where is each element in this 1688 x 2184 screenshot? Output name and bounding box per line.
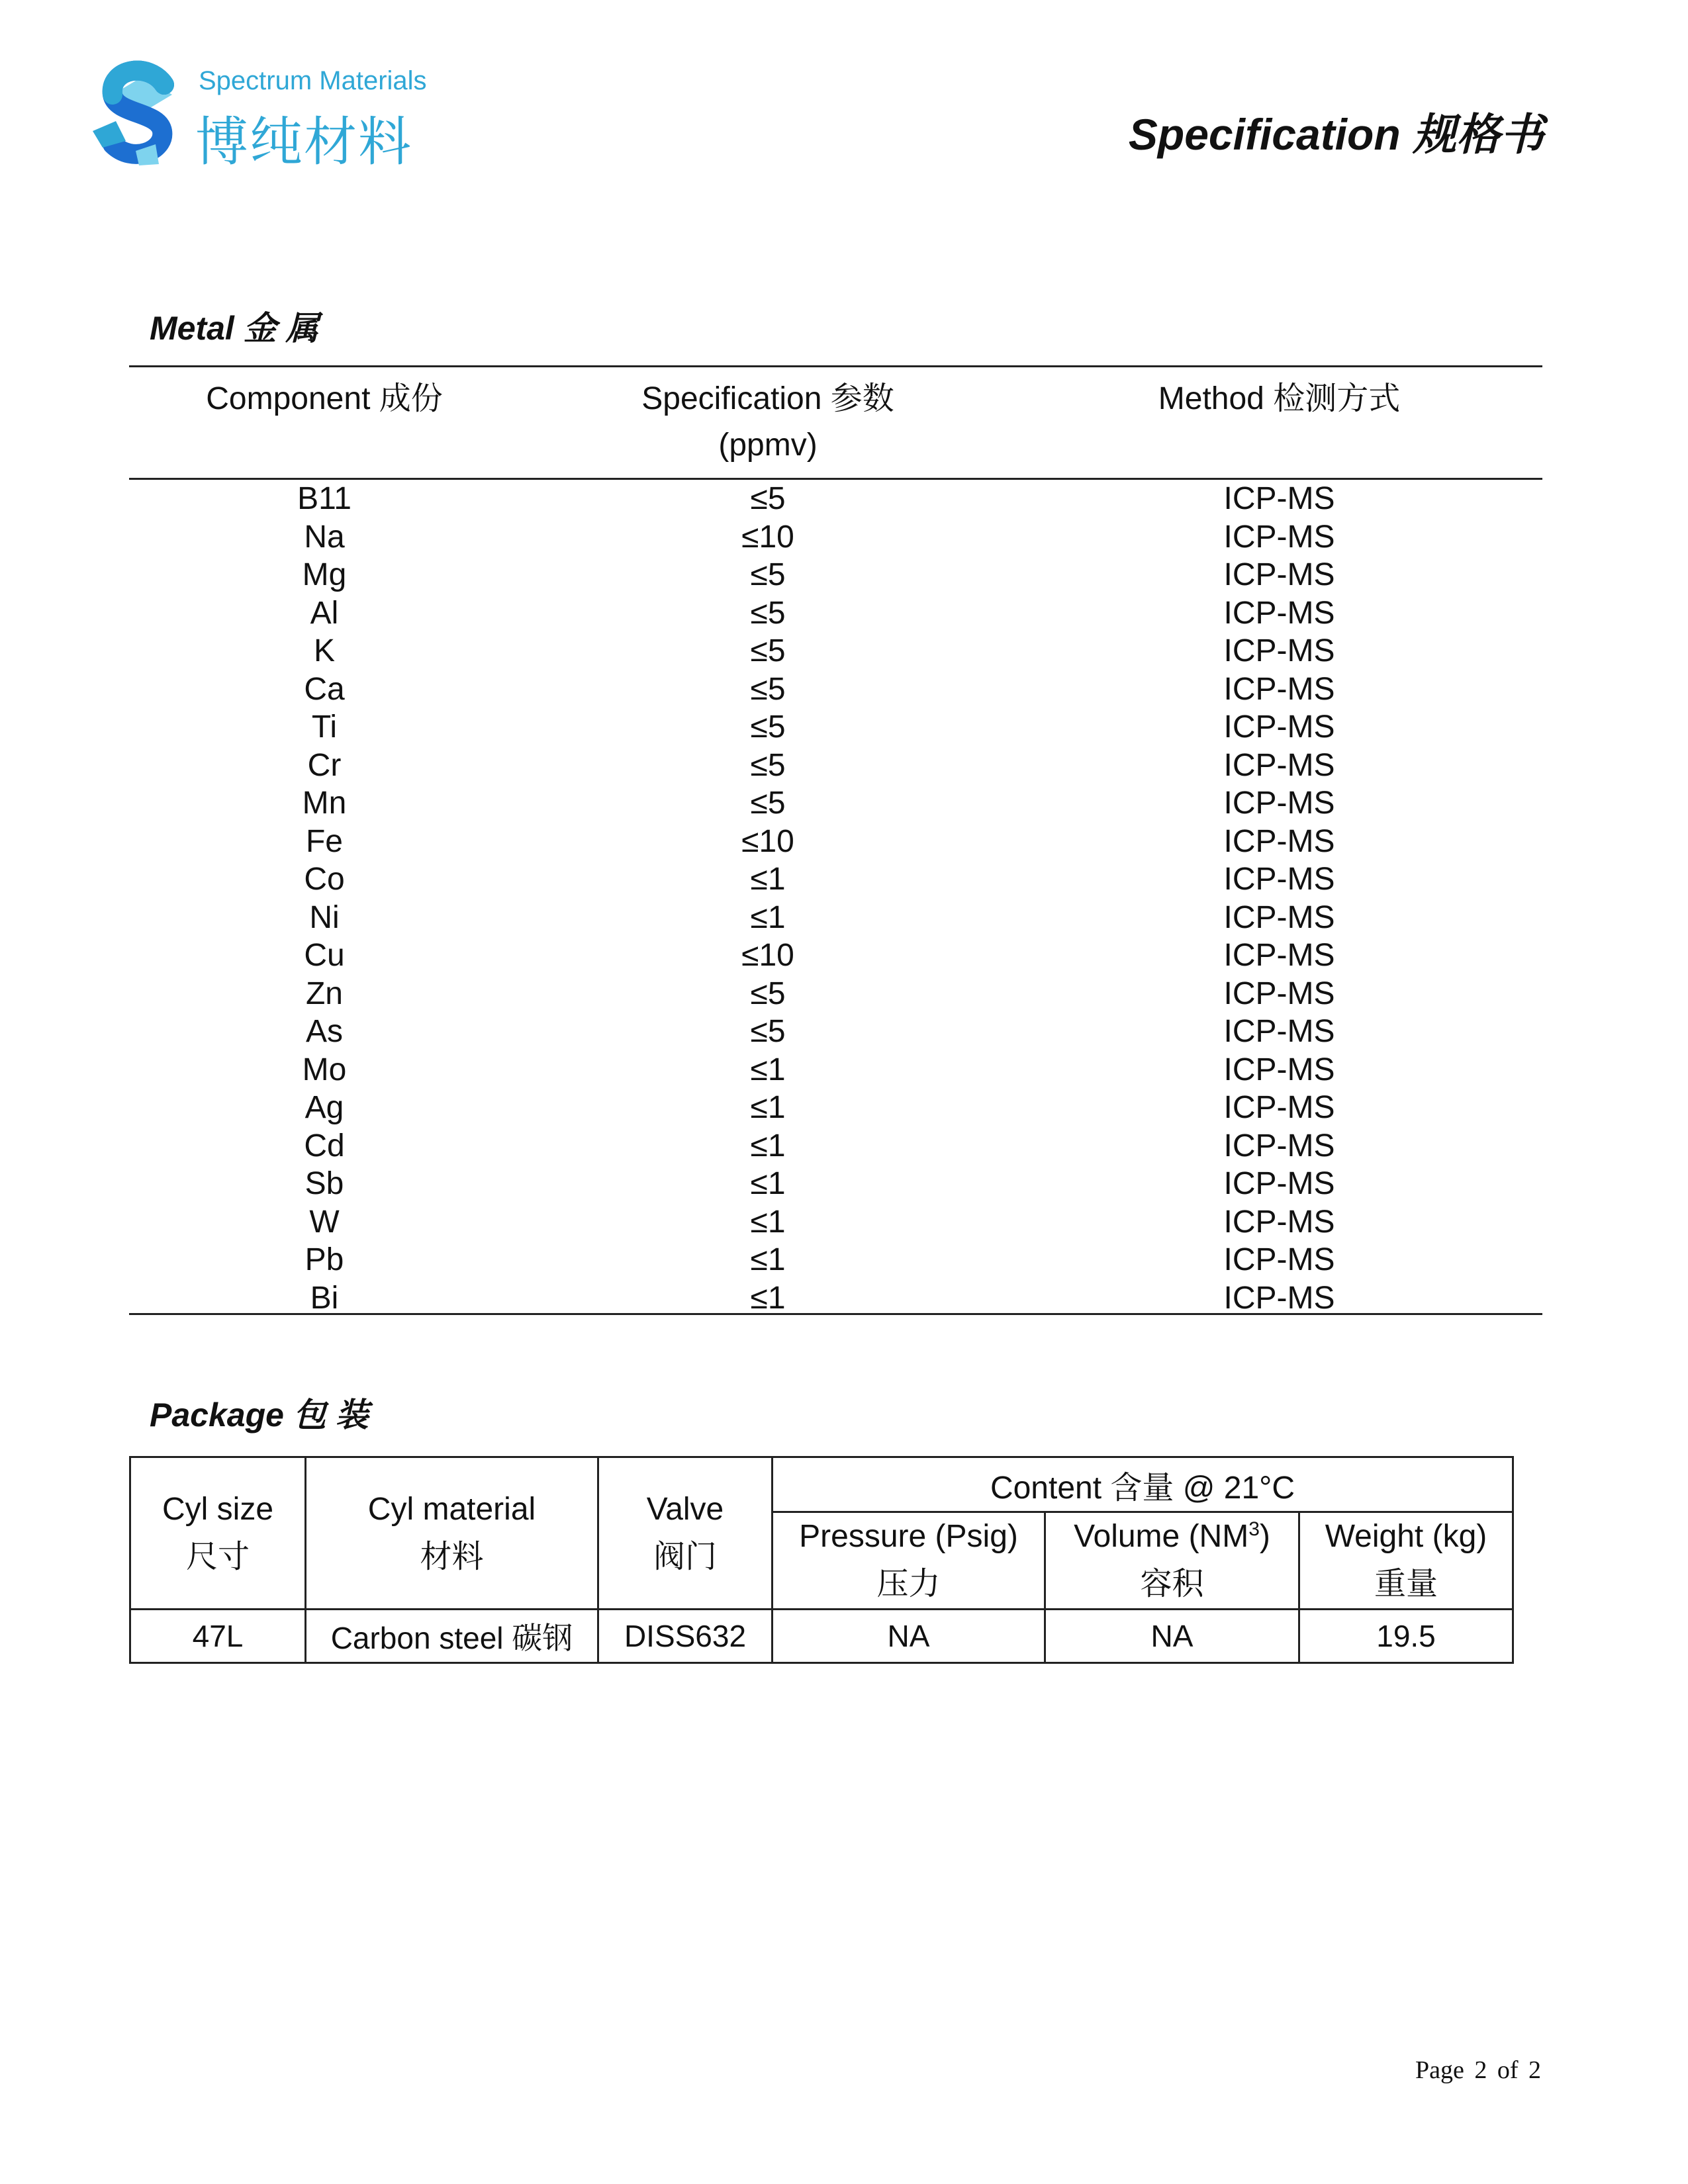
table-row (129, 479, 1542, 518)
header-content: Content 含量 @ 21°C (773, 1457, 1513, 1512)
specification-unit: (ppmv) (718, 428, 818, 463)
component-cell: Mg (302, 557, 347, 592)
column-header-specification (520, 376, 1016, 469)
component-cell: Fe (305, 823, 343, 859)
table-row (129, 1203, 1542, 1241)
spec-cell: ≤5 (750, 481, 786, 516)
table-row (129, 1126, 1542, 1165)
table-row (129, 898, 1542, 936)
component-cell: Bi (310, 1280, 339, 1316)
table-row (129, 822, 1542, 860)
method-cell: ICP-MS (1223, 786, 1335, 821)
spec-cell: ≤1 (750, 1090, 786, 1125)
document-title: Specification 规格书 (1128, 110, 1544, 159)
method-cell: ICP-MS (1223, 671, 1335, 707)
company-logo (86, 58, 430, 171)
cyl-material-value: Carbon steel 碳钢 (306, 1610, 598, 1663)
component-cell: Mo (302, 1052, 347, 1087)
method-cell: ICP-MS (1223, 1280, 1335, 1316)
metal-section-heading: Metal 金 属 (150, 310, 319, 347)
method-cell: ICP-MS (1223, 1014, 1335, 1049)
method-cell: ICP-MS (1223, 519, 1335, 555)
method-cell: ICP-MS (1223, 1052, 1335, 1087)
component-cell: Zn (305, 976, 343, 1011)
volume-label-close: ) (1259, 1519, 1270, 1554)
table-row (129, 1088, 1542, 1126)
method-cell: ICP-MS (1223, 709, 1335, 745)
component-cell: W (309, 1204, 340, 1240)
table-row (129, 1050, 1542, 1089)
component-cell: Mn (302, 786, 347, 821)
spec-cell: ≤5 (750, 557, 786, 592)
table-row (129, 555, 1542, 594)
table-row (129, 1240, 1542, 1279)
cyl-material-label: Cyl material (367, 1491, 536, 1527)
component-cell: Ag (305, 1090, 344, 1125)
component-cell: Cr (307, 747, 342, 783)
spec-cell: ≤1 (750, 899, 786, 935)
weight-value: 19.5 (1299, 1610, 1513, 1663)
cyl-size-value: 47L (130, 1610, 306, 1663)
volume-value: NA (1045, 1610, 1299, 1663)
table-row (130, 1610, 1513, 1663)
column-header-method: Method 检测方式 (1158, 381, 1401, 416)
component-cell: K (313, 633, 335, 668)
cyl-size-label: Cyl size (162, 1491, 274, 1527)
pressure-value: NA (773, 1610, 1045, 1663)
method-cell: ICP-MS (1223, 747, 1335, 783)
component-cell: Cd (304, 1128, 345, 1163)
spec-cell: ≤5 (750, 786, 786, 821)
table-row (129, 746, 1542, 784)
method-cell: ICP-MS (1223, 862, 1335, 897)
header-cyl-size (130, 1457, 306, 1610)
component-cell: Sb (305, 1166, 344, 1201)
cyl-size-label-cn: 尺寸 (185, 1539, 250, 1574)
component-cell: Co (304, 862, 345, 897)
method-cell: ICP-MS (1223, 557, 1335, 592)
header-pressure (773, 1512, 1045, 1610)
component-cell: Al (310, 595, 339, 631)
table-row (129, 1164, 1542, 1203)
spec-cell: ≤5 (750, 747, 786, 783)
spec-cell: ≤1 (750, 1204, 786, 1240)
table-row (129, 974, 1542, 1013)
valve-label-cn: 阀门 (653, 1539, 717, 1574)
metal-spec-table (129, 365, 1542, 1318)
metal-rows (129, 479, 1542, 1316)
volume-label-cn: 容积 (1140, 1567, 1204, 1602)
specification-label: Specification 参数 (641, 381, 894, 416)
spec-cell: ≤10 (741, 519, 794, 555)
component-cell: Cu (304, 938, 345, 973)
table-row (129, 936, 1542, 974)
method-cell: ICP-MS (1223, 1090, 1335, 1125)
package-table (129, 1456, 1514, 1664)
component-cell: Ti (311, 709, 338, 745)
pressure-label: Pressure (Psig) (799, 1519, 1018, 1554)
method-cell: ICP-MS (1223, 481, 1335, 516)
table-row (129, 631, 1542, 670)
component-cell: Ni (309, 899, 340, 935)
weight-label: Weight (kg) (1325, 1519, 1487, 1554)
spec-cell: ≤5 (750, 976, 786, 1011)
spec-cell: ≤1 (750, 1128, 786, 1163)
method-cell: ICP-MS (1223, 1242, 1335, 1277)
method-cell: ICP-MS (1223, 633, 1335, 668)
method-cell: ICP-MS (1223, 938, 1335, 973)
component-cell: Pb (305, 1242, 344, 1277)
volume-superscript: 3 (1248, 1518, 1260, 1540)
table-row (129, 518, 1542, 556)
spec-cell: ≤1 (750, 1166, 786, 1201)
package-section-heading: Package 包 装 (150, 1396, 369, 1433)
spec-cell: ≤10 (741, 823, 794, 859)
table-bottom-rule (129, 1313, 1542, 1315)
spec-cell: ≤5 (750, 595, 786, 631)
column-header-component: Component 成份 (206, 381, 443, 416)
table-row (129, 1279, 1542, 1317)
volume-label (1046, 1513, 1298, 1561)
method-cell: ICP-MS (1223, 899, 1335, 935)
table-row (129, 784, 1542, 822)
page-number: Page 2 of 2 (1415, 2056, 1541, 2084)
spec-cell: ≤5 (750, 633, 786, 668)
spec-cell: ≤1 (750, 1280, 786, 1316)
logo-s-icon (86, 58, 199, 171)
spec-cell: ≤10 (741, 938, 794, 973)
spec-cell: ≤5 (750, 1014, 786, 1049)
component-cell: B11 (297, 481, 352, 516)
table-row (129, 860, 1542, 898)
spec-cell: ≤5 (750, 671, 786, 707)
spec-cell: ≤5 (750, 709, 786, 745)
method-cell: ICP-MS (1223, 976, 1335, 1011)
cyl-material-label-cn: 材料 (420, 1539, 484, 1574)
component-cell: Na (304, 519, 345, 555)
weight-label-cn: 重量 (1374, 1567, 1438, 1602)
logo-english-text: Spectrum Materials (199, 66, 427, 95)
component-cell: Ca (304, 671, 345, 707)
table-row (129, 707, 1542, 746)
header-volume (1045, 1512, 1299, 1610)
logo-chinese-text: 博纯材料 (195, 111, 412, 173)
spec-cell: ≤1 (750, 1242, 786, 1277)
pressure-label-cn: 压力 (876, 1567, 941, 1602)
header-valve (598, 1457, 773, 1610)
table-row (129, 594, 1542, 632)
table-row (129, 670, 1542, 708)
table-top-rule (129, 365, 1542, 367)
component-cell: As (305, 1014, 343, 1049)
method-cell: ICP-MS (1223, 595, 1335, 631)
spec-cell: ≤1 (750, 1052, 786, 1087)
valve-value: DISS632 (598, 1610, 773, 1663)
spec-cell: ≤1 (750, 862, 786, 897)
header-cyl-material (306, 1457, 598, 1610)
volume-label-text: Volume (NM (1074, 1519, 1249, 1554)
method-cell: ICP-MS (1223, 1204, 1335, 1240)
method-cell: ICP-MS (1223, 1128, 1335, 1163)
table-row (129, 1012, 1542, 1050)
method-cell: ICP-MS (1223, 1166, 1335, 1201)
header-weight (1299, 1512, 1513, 1610)
valve-label: Valve (646, 1491, 724, 1527)
method-cell: ICP-MS (1223, 823, 1335, 859)
